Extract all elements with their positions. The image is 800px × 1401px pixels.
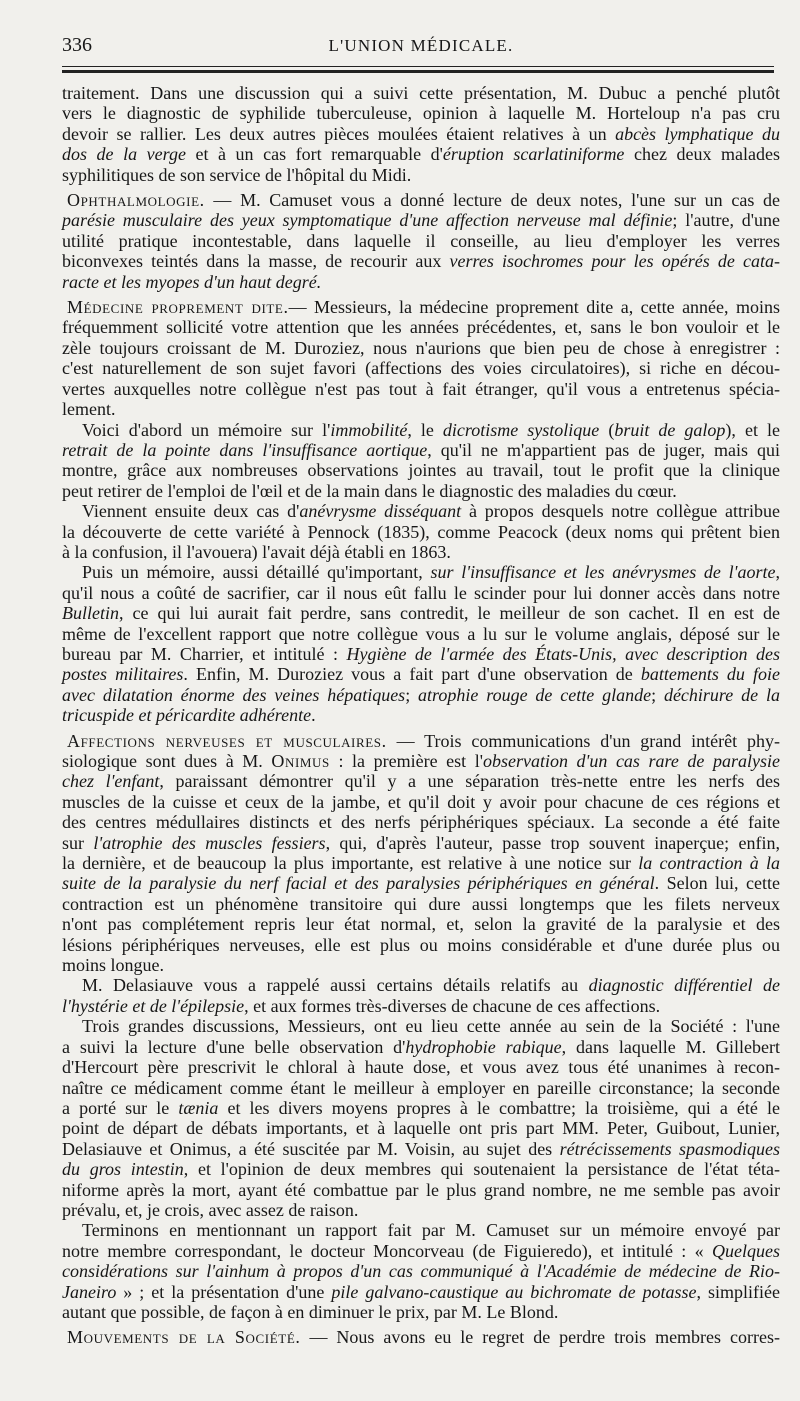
paragraph xyxy=(62,1327,780,1347)
text-run: zèle toujours croissant de M. Duroziez, nous n'aurions que bien peu de chose à enregistrer : xyxy=(62,337,780,358)
italic-text: bruit de galop xyxy=(614,419,726,440)
text-run: vers le diagnostic de syphilide tuberculeuse, opinion à laquelle M. Horteloup n'a pas cru xyxy=(62,103,780,124)
header-rule-thin xyxy=(62,66,774,67)
text-run: autant que possible, de façon à en diminuer le prix, par M. Le Blond. xyxy=(62,1301,559,1322)
page-number: 336 xyxy=(62,34,92,56)
text-line xyxy=(62,731,780,751)
text-line xyxy=(62,144,780,164)
text-line xyxy=(62,771,780,791)
text-run: Puis un mémoire, aussi détaillé qu'important, xyxy=(82,562,431,583)
text-line xyxy=(62,251,780,271)
italic-text: suite de la paralysie du nerf facial et des paralysies périphériques en général xyxy=(62,873,655,894)
text-line xyxy=(62,1139,780,1159)
italic-text: hydrophobie rabique xyxy=(405,1036,562,1057)
italic-text: chez l'enfant xyxy=(62,771,160,792)
text-line xyxy=(62,1302,780,1322)
text-run: Viennent ensuite deux cas d' xyxy=(82,501,300,522)
text-line xyxy=(62,338,780,358)
italic-text: l'hystérie et de l'épilepsie xyxy=(62,995,245,1016)
article-body xyxy=(62,83,780,1348)
text-line xyxy=(62,1098,780,1118)
text-line xyxy=(62,358,780,378)
text-run: a porté sur le xyxy=(62,1097,179,1118)
text-run: — M. Camuset vous a donné lecture de deux notes, l'une sur un cas de xyxy=(204,190,780,211)
text-line xyxy=(62,190,780,210)
italic-text: dicrotisme systolique xyxy=(442,419,600,440)
text-run: prévalu, et, je crois, avec assez de raison. xyxy=(62,1199,359,1220)
text-run: lésions périphériques nerveuses, elle est plus ou moins considérable et d'une durée plus ou xyxy=(62,934,780,955)
text-line xyxy=(62,685,780,705)
paragraph xyxy=(62,297,780,419)
text-line xyxy=(62,272,780,292)
text-line xyxy=(62,231,780,251)
text-line xyxy=(62,317,780,337)
small-caps-heading: Mouvements de la Société. xyxy=(67,1327,301,1348)
text-run: » ; et la présentation d'une xyxy=(116,1281,332,1302)
text-line xyxy=(62,975,780,995)
header-rule-thick xyxy=(62,70,774,73)
italic-text: pile galvano-caustique au bichromate de potasse xyxy=(331,1281,697,1302)
text-run: notre membre correspondant, le docteur Moncorveau (de Figuieredo), et intitulé : « xyxy=(62,1240,713,1261)
text-line xyxy=(62,1118,780,1138)
running-title: L'UNION MÉDICALE. xyxy=(328,36,514,55)
italic-text: sur l'insuffisance et les anévrysmes de l'aorte xyxy=(430,562,776,583)
text-line xyxy=(62,440,780,460)
text-run: Voici d'abord un mémoire sur l' xyxy=(82,419,331,440)
text-run: . Enfin, M. Duroziez vous a fait part d'une observation de xyxy=(183,664,641,685)
text-line xyxy=(62,935,780,955)
text-run: fréquemment sollicité votre attention que les années précédentes, et, sans le bon vouloir et le xyxy=(62,317,780,338)
text-line xyxy=(62,1241,780,1261)
text-line xyxy=(62,165,780,185)
text-run: : la première est l' xyxy=(329,751,483,771)
text-run: muscles de la cuisse et ceux de la jambe, et qu'il doit y avoir pour chacune de ces régions et xyxy=(62,791,780,812)
small-caps-heading: Médecine proprement dite. xyxy=(67,297,289,318)
paragraph xyxy=(62,975,780,1016)
text-line xyxy=(62,124,780,144)
text-run: , qui, d'après l'auteur, passe trop souvent inaperçue; enfin, xyxy=(325,832,781,853)
text-run: chez deux malades xyxy=(624,144,780,165)
text-run: , xyxy=(775,562,780,583)
text-run: montre, grâce aux nombreuses observations jointes au travail, tout le profit que la clinique xyxy=(62,460,780,481)
text-run: Trois grandes discussions, Messieurs, ont eu lieu cette année au sein de la Société : l'une xyxy=(82,1016,780,1037)
text-line xyxy=(62,460,780,480)
text-run: moins longue. xyxy=(62,955,164,976)
text-run: bureau par M. Charrier, et intitulé : xyxy=(62,643,347,664)
text-line xyxy=(62,210,780,230)
text-line xyxy=(62,1159,780,1179)
text-line xyxy=(62,644,780,664)
italic-text: observation d'un cas rare de paralysie xyxy=(482,751,780,771)
text-run: , qu'il ne m'appartient pas de juger, mais qui xyxy=(427,439,781,460)
text-run: et à un cas fort remarquable d' xyxy=(185,144,443,165)
text-line xyxy=(62,399,780,419)
text-run: point de départ de débats importants, et à laquelle ont pris part MM. Peter, Guibout, Lunier, xyxy=(62,1118,780,1139)
text-line xyxy=(62,297,780,317)
text-line xyxy=(62,1327,780,1347)
text-line xyxy=(62,1220,780,1240)
text-run: — Trois communications d'un grand intérêt phy- xyxy=(386,730,780,751)
text-run: , et aux formes très-diverses de chacune de ces affections. xyxy=(244,995,661,1016)
text-run: a suivi la lecture d'une belle observation d' xyxy=(62,1036,406,1057)
text-line xyxy=(62,481,780,501)
italic-text: racte et les myopes d'un haut degré. xyxy=(62,271,322,292)
text-line xyxy=(62,1282,780,1302)
paragraph xyxy=(62,501,780,562)
text-run: ; l'autre, d'une xyxy=(672,210,780,231)
text-run: . Selon lui, cette xyxy=(654,873,780,894)
text-line xyxy=(62,914,780,934)
text-line xyxy=(62,379,780,399)
text-line xyxy=(62,751,780,771)
text-run: c'est naturellement de son sujet favori (affections des voies circulatoires), si riche en décou- xyxy=(62,358,780,379)
text-line xyxy=(62,833,780,853)
text-run: niforme après la mort, ayant été combattue par le plus grand nombre, ne me semble pas avoir xyxy=(62,1179,780,1200)
paragraph xyxy=(62,83,780,185)
text-run: la dernière, et de beaucoup la plus importante, est relative à une notice sur xyxy=(62,853,639,874)
italic-text: tricuspide et péricardite adhérente xyxy=(62,705,312,726)
small-caps-heading: Ophthalmologie. xyxy=(67,190,205,211)
italic-text: Janeiro xyxy=(62,1281,117,1302)
text-run: lement. xyxy=(62,399,116,420)
text-run: , ce qui lui aurait fait perdre, sans contredit, le meilleur de son cachet. Il en est de xyxy=(119,603,780,624)
italic-text: dos de la verge xyxy=(62,144,186,165)
text-line xyxy=(62,1261,780,1281)
text-line xyxy=(62,522,780,542)
italic-text: Bulletin xyxy=(62,603,119,624)
text-run: la découverte de cette variété à Pennock (1835), comme Peacock (deux noms qui prêtent bien xyxy=(62,521,780,542)
small-caps-heading: Affections nerveuses et musculaires. xyxy=(67,730,387,751)
italic-text: postes militaires xyxy=(62,664,184,685)
italic-text: parésie musculaire des yeux symptomatique d'une affection nerveuse mal définie xyxy=(62,210,673,231)
text-run: à la confusion, il l'avouera) l'avait déjà établi en 1863. xyxy=(62,541,451,562)
text-run: naître ce médicament comme étant le meilleur à employer en pareille circonstance; la seconde xyxy=(62,1077,780,1098)
text-run: siologique sont dues à M. xyxy=(62,751,272,771)
text-line xyxy=(62,624,780,644)
text-line xyxy=(62,420,780,440)
paragraph xyxy=(62,420,780,502)
text-run: , paraissant démontrer qu'il y a une séparation très-nette entre les nerfs des xyxy=(159,771,781,792)
text-line xyxy=(62,853,780,873)
italic-text: verres isochromes pour les opérés de cata- xyxy=(449,251,780,272)
text-line xyxy=(62,603,780,623)
text-run: , simplifiée xyxy=(696,1281,781,1302)
text-run: devoir se rallier. Les deux autres pièces moulées étaient relatives à un xyxy=(62,123,616,144)
text-run: des centres médullaires distincts et des nerfs périphériques spéciaux. La seconde a été faite xyxy=(62,812,780,833)
italic-text: anévrysme disséquant xyxy=(299,501,462,522)
paragraph xyxy=(62,562,780,725)
text-run: — Nous avons eu le regret de perdre trois membres corres- xyxy=(300,1327,780,1348)
text-run: sur xyxy=(62,832,94,853)
italic-text: diagnostic différentiel de xyxy=(588,975,781,996)
text-run: , et l'opinion de deux membres qui soutenaient la persistance de l'état téta- xyxy=(183,1159,780,1180)
text-line xyxy=(62,583,780,603)
text-run: vertes auxquelles notre collègue n'est pas tout à fait étranger, qu'il vous a entretenus spécia- xyxy=(62,378,780,399)
text-run: Delasiauve et Onimus, a été suscitée par M. Voisin, au sujet des xyxy=(62,1138,560,1159)
italic-text: la contraction à la xyxy=(638,853,780,874)
text-run: d'Hercourt père prescrivit le chloral à haute dose, et vous avez tous été unanimes à recon- xyxy=(62,1057,780,1078)
text-line xyxy=(62,873,780,893)
text-run: traitement. Dans une discussion qui a suivi cette présentation, M. Dubuc a penché plutôt xyxy=(62,83,780,103)
italic-text: rétrécissements spasmodiques xyxy=(559,1138,780,1159)
text-line xyxy=(62,792,780,812)
text-run: ; xyxy=(651,684,664,705)
italic-text: atrophie rouge de cette glande xyxy=(418,684,652,705)
text-run: biconvexes teintés dans la masse, de recourir aux xyxy=(62,251,450,272)
text-run: , dans laquelle M. Gillebert xyxy=(561,1036,781,1057)
text-run: même de l'excellent rapport que notre collègue vous a lu sur le volume anglais, déposé sur le xyxy=(62,623,780,644)
italic-text: Quelques xyxy=(712,1240,780,1261)
text-run: n'ont pas complétement repris leur état normal, et, selon la gravité de la paralysie et des xyxy=(62,914,780,935)
text-line xyxy=(62,501,780,521)
text-run: — Messieurs, la médecine proprement dite a, cette année, moins xyxy=(288,297,780,318)
text-run: ( xyxy=(599,419,615,440)
text-run: contraction est un phénomène transitoire qui dure aussi longtemps que les filets nerveux xyxy=(62,893,780,914)
text-line xyxy=(62,812,780,832)
italic-text: du gros intestin xyxy=(62,1159,184,1180)
italic-text: l'atrophie des muscles fessiers xyxy=(93,832,326,853)
text-line xyxy=(62,562,780,582)
text-run: qu'il nous a coûté de sacrifier, car il nous eût fallu le scinder pour lui donner accès dans notre xyxy=(62,582,780,603)
text-run: syphilitiques de son service de l'hôpital du Midi. xyxy=(62,164,412,185)
text-run: ; xyxy=(405,684,419,705)
italic-text: retrait de la pointe dans l'insuffisance aortique xyxy=(62,439,428,460)
text-line xyxy=(62,664,780,684)
text-line xyxy=(62,1180,780,1200)
text-line xyxy=(62,955,780,975)
text-run: ), et le xyxy=(725,419,780,440)
text-run: à propos desquels notre collègue attribue xyxy=(461,501,780,522)
italic-text: déchirure de la xyxy=(663,684,780,705)
paragraph xyxy=(62,731,780,976)
text-line xyxy=(62,83,780,103)
paragraph xyxy=(62,1220,780,1322)
text-run: peut retirer de l'emploi de l'œil et de la main dans le diagnostic des maladies du cœur. xyxy=(62,480,677,501)
text-line xyxy=(62,1200,780,1220)
small-caps-heading: Onimus xyxy=(271,751,330,771)
italic-text: éruption scarlatiniforme xyxy=(442,144,625,165)
text-run: . xyxy=(311,705,316,726)
text-line xyxy=(62,1078,780,1098)
italic-text: abcès lymphatique du xyxy=(615,123,780,144)
italic-text: tænia xyxy=(178,1097,219,1118)
paragraph xyxy=(62,190,780,292)
text-line xyxy=(62,1037,780,1057)
text-line xyxy=(62,996,780,1016)
italic-text: immobilité xyxy=(330,419,408,440)
paragraph xyxy=(62,1016,780,1220)
text-line xyxy=(62,1016,780,1036)
text-line xyxy=(62,705,780,725)
text-line xyxy=(62,103,780,123)
text-line xyxy=(62,894,780,914)
text-run: , le xyxy=(407,419,443,440)
text-run: utilité pratique incontestable, dans laquelle il conseille, au lieu d'employer les verres xyxy=(62,230,780,251)
italic-text: Hygiène de l'armée des États-Unis, avec description des xyxy=(346,643,780,664)
italic-text: battements du foie xyxy=(640,664,781,685)
text-run: et les divers moyens propres à le combattre; la troisième, qui a été le xyxy=(218,1097,780,1118)
text-line xyxy=(62,1057,780,1077)
text-run: Terminons en mentionnant un rapport fait par M. Camuset sur un mémoire envoyé par xyxy=(82,1220,780,1241)
text-line xyxy=(62,542,780,562)
italic-text: considérations sur l'ainhum à propos d'un cas communiqué à l'Académie de médecine de Rio- xyxy=(62,1261,780,1282)
italic-text: avec dilatation énorme des veines hépatiques xyxy=(62,684,406,705)
text-run: M. Delasiauve vous a rappelé aussi certains détails relatifs au xyxy=(82,975,589,996)
